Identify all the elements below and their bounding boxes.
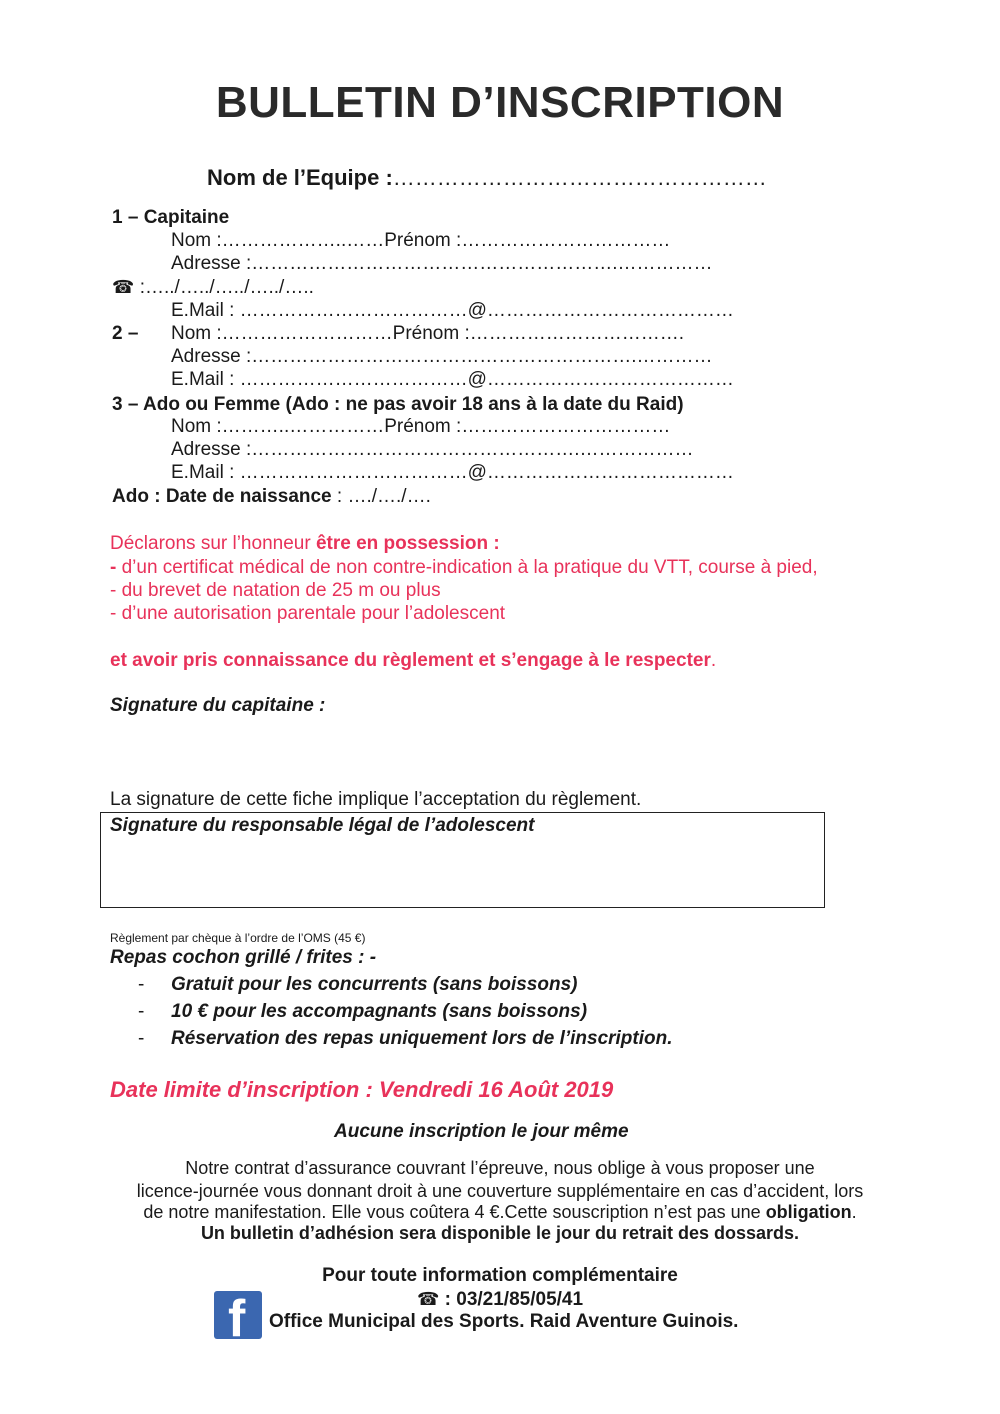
meal-bullet: -: [138, 974, 145, 995]
captain-phone-line: [112, 277, 314, 299]
page-title: BULLETIN D’INSCRIPTION: [215, 78, 785, 127]
meal-heading: Repas cochon grillé / frites : -: [110, 947, 377, 968]
meal-item-reservation: Réservation des repas uniquement lors de l’inscription.: [171, 1028, 673, 1049]
contact-organization: Office Municipal des Sports. Raid Aventure Guinois.: [269, 1311, 739, 1332]
member2-email-line: E.Mail : ………………………………@…………………………………: [171, 369, 734, 390]
member3-heading: 3 – Ado ou Femme (Ado : ne pas avoir 18 ans à la date du Raid): [112, 394, 684, 415]
meal-item: [138, 1028, 144, 1050]
declaration-intro-text: Déclarons sur l’honneur: [110, 533, 316, 554]
team-name-label: Nom de l’Equipe :: [207, 165, 393, 190]
member3-name-line: Nom :………..……………Prénom :……………………………: [171, 416, 671, 437]
meal-bullet: -: [138, 1001, 145, 1022]
deadline: Date limite d’inscription : Vendredi 16 Août 2019: [110, 1077, 614, 1102]
insurance-line-3-text: de notre manifestation. Elle vous coûtera 4 €.Cette souscription n’est pas une: [143, 1202, 766, 1222]
meal-item: [138, 974, 144, 996]
facebook-icon: [214, 1291, 262, 1339]
insurance-line-4: Un bulletin d’adhésion sera disponible le jour du retrait des dossards.: [200, 1223, 800, 1243]
team-name-dots: ……………………………………………: [392, 165, 767, 190]
declaration-intro-bold: être en possession :: [315, 533, 500, 554]
declaration-item-parental: - d’une autorisation parentale pour l’adolescent: [110, 603, 506, 624]
captain-name-line: Nom :………………..……Prénom :……………………………: [171, 230, 671, 251]
insurance-line-1: Notre contrat d’assurance couvrant l’épreuve, nous oblige à vous proposer une: [185, 1158, 815, 1178]
declaration-item-certificate-text: d’un certificat médical de non contre-indication à la pratique du VTT, course à pied,: [121, 557, 818, 578]
team-name-field: [207, 165, 767, 191]
captain-address-line: Adresse :………………………………………………….……………: [171, 253, 713, 274]
facebook-letter: f: [228, 1291, 246, 1339]
member3-email-line: E.Mail : ………………………………@…………………………………: [171, 462, 734, 483]
declaration-engagement-text: et avoir pris connaissance du règlement et s’engage à le respecter: [110, 650, 711, 671]
captain-signature-label: Signature du capitaine :: [110, 695, 326, 716]
captain-email-line: E.Mail : ………………………………@…………………………………: [171, 300, 734, 321]
acceptance-text: La signature de cette fiche implique l’acceptation du règlement.: [110, 789, 642, 810]
legal-signature-box: [100, 812, 825, 908]
birthdate-value: : …./…./….: [331, 486, 431, 507]
member2-name-line: Nom :………………………Prénom :…………………………….: [171, 323, 685, 344]
insurance-line-2: licence-journée vous donnant droit à une couverture supplémentaire en cas d’accident, lors: [136, 1181, 864, 1201]
declaration-intro: [110, 533, 500, 555]
meal-item-free: Gratuit pour les concurrents (sans boissons): [171, 974, 578, 995]
insurance-line-3: [0, 1202, 1000, 1223]
declaration-item-swimming: - du brevet de natation de 25 m ou plus: [110, 580, 441, 601]
member2-address-line: Adresse :…………………………………………………….…………: [171, 346, 713, 367]
meal-bullet: -: [138, 1028, 145, 1049]
declaration-item-certificate: [110, 557, 818, 579]
member2-number: 2 –: [112, 323, 139, 344]
legal-signature-label: Signature du responsable légal de l’adolescent: [110, 815, 535, 836]
contact-heading: Pour toute information complémentaire: [322, 1265, 678, 1286]
member3-address-line: Adresse :…………………………………………….………………: [171, 439, 694, 460]
meal-item-companions: 10 € pour les accompagnants (sans boissons): [171, 1001, 588, 1022]
declaration-engagement-end: .: [710, 650, 717, 671]
captain-heading: 1 – Capitaine: [112, 207, 230, 228]
birthdate-line: [112, 486, 431, 508]
phone-icon: ☎: [416, 1289, 440, 1309]
declaration-engagement: [110, 650, 716, 672]
birthdate-label: Ado : Date de naissance: [112, 486, 332, 507]
contact-phone-line: [0, 1289, 1000, 1311]
payment-note: Règlement par chèque à l’ordre de l’OMS (45 €): [110, 931, 366, 945]
contact-phone: : 03/21/85/05/41: [444, 1289, 584, 1310]
meal-item: [138, 1001, 144, 1023]
captain-phone-dots: :…../…../…../…../…..: [139, 277, 314, 298]
insurance-obligation: obligation: [765, 1202, 852, 1222]
insurance-line-3-end: .: [851, 1202, 857, 1222]
declaration-item-dash: -: [110, 557, 122, 578]
no-same-day-registration: Aucune inscription le jour même: [334, 1121, 629, 1142]
phone-icon: ☎: [112, 277, 135, 297]
